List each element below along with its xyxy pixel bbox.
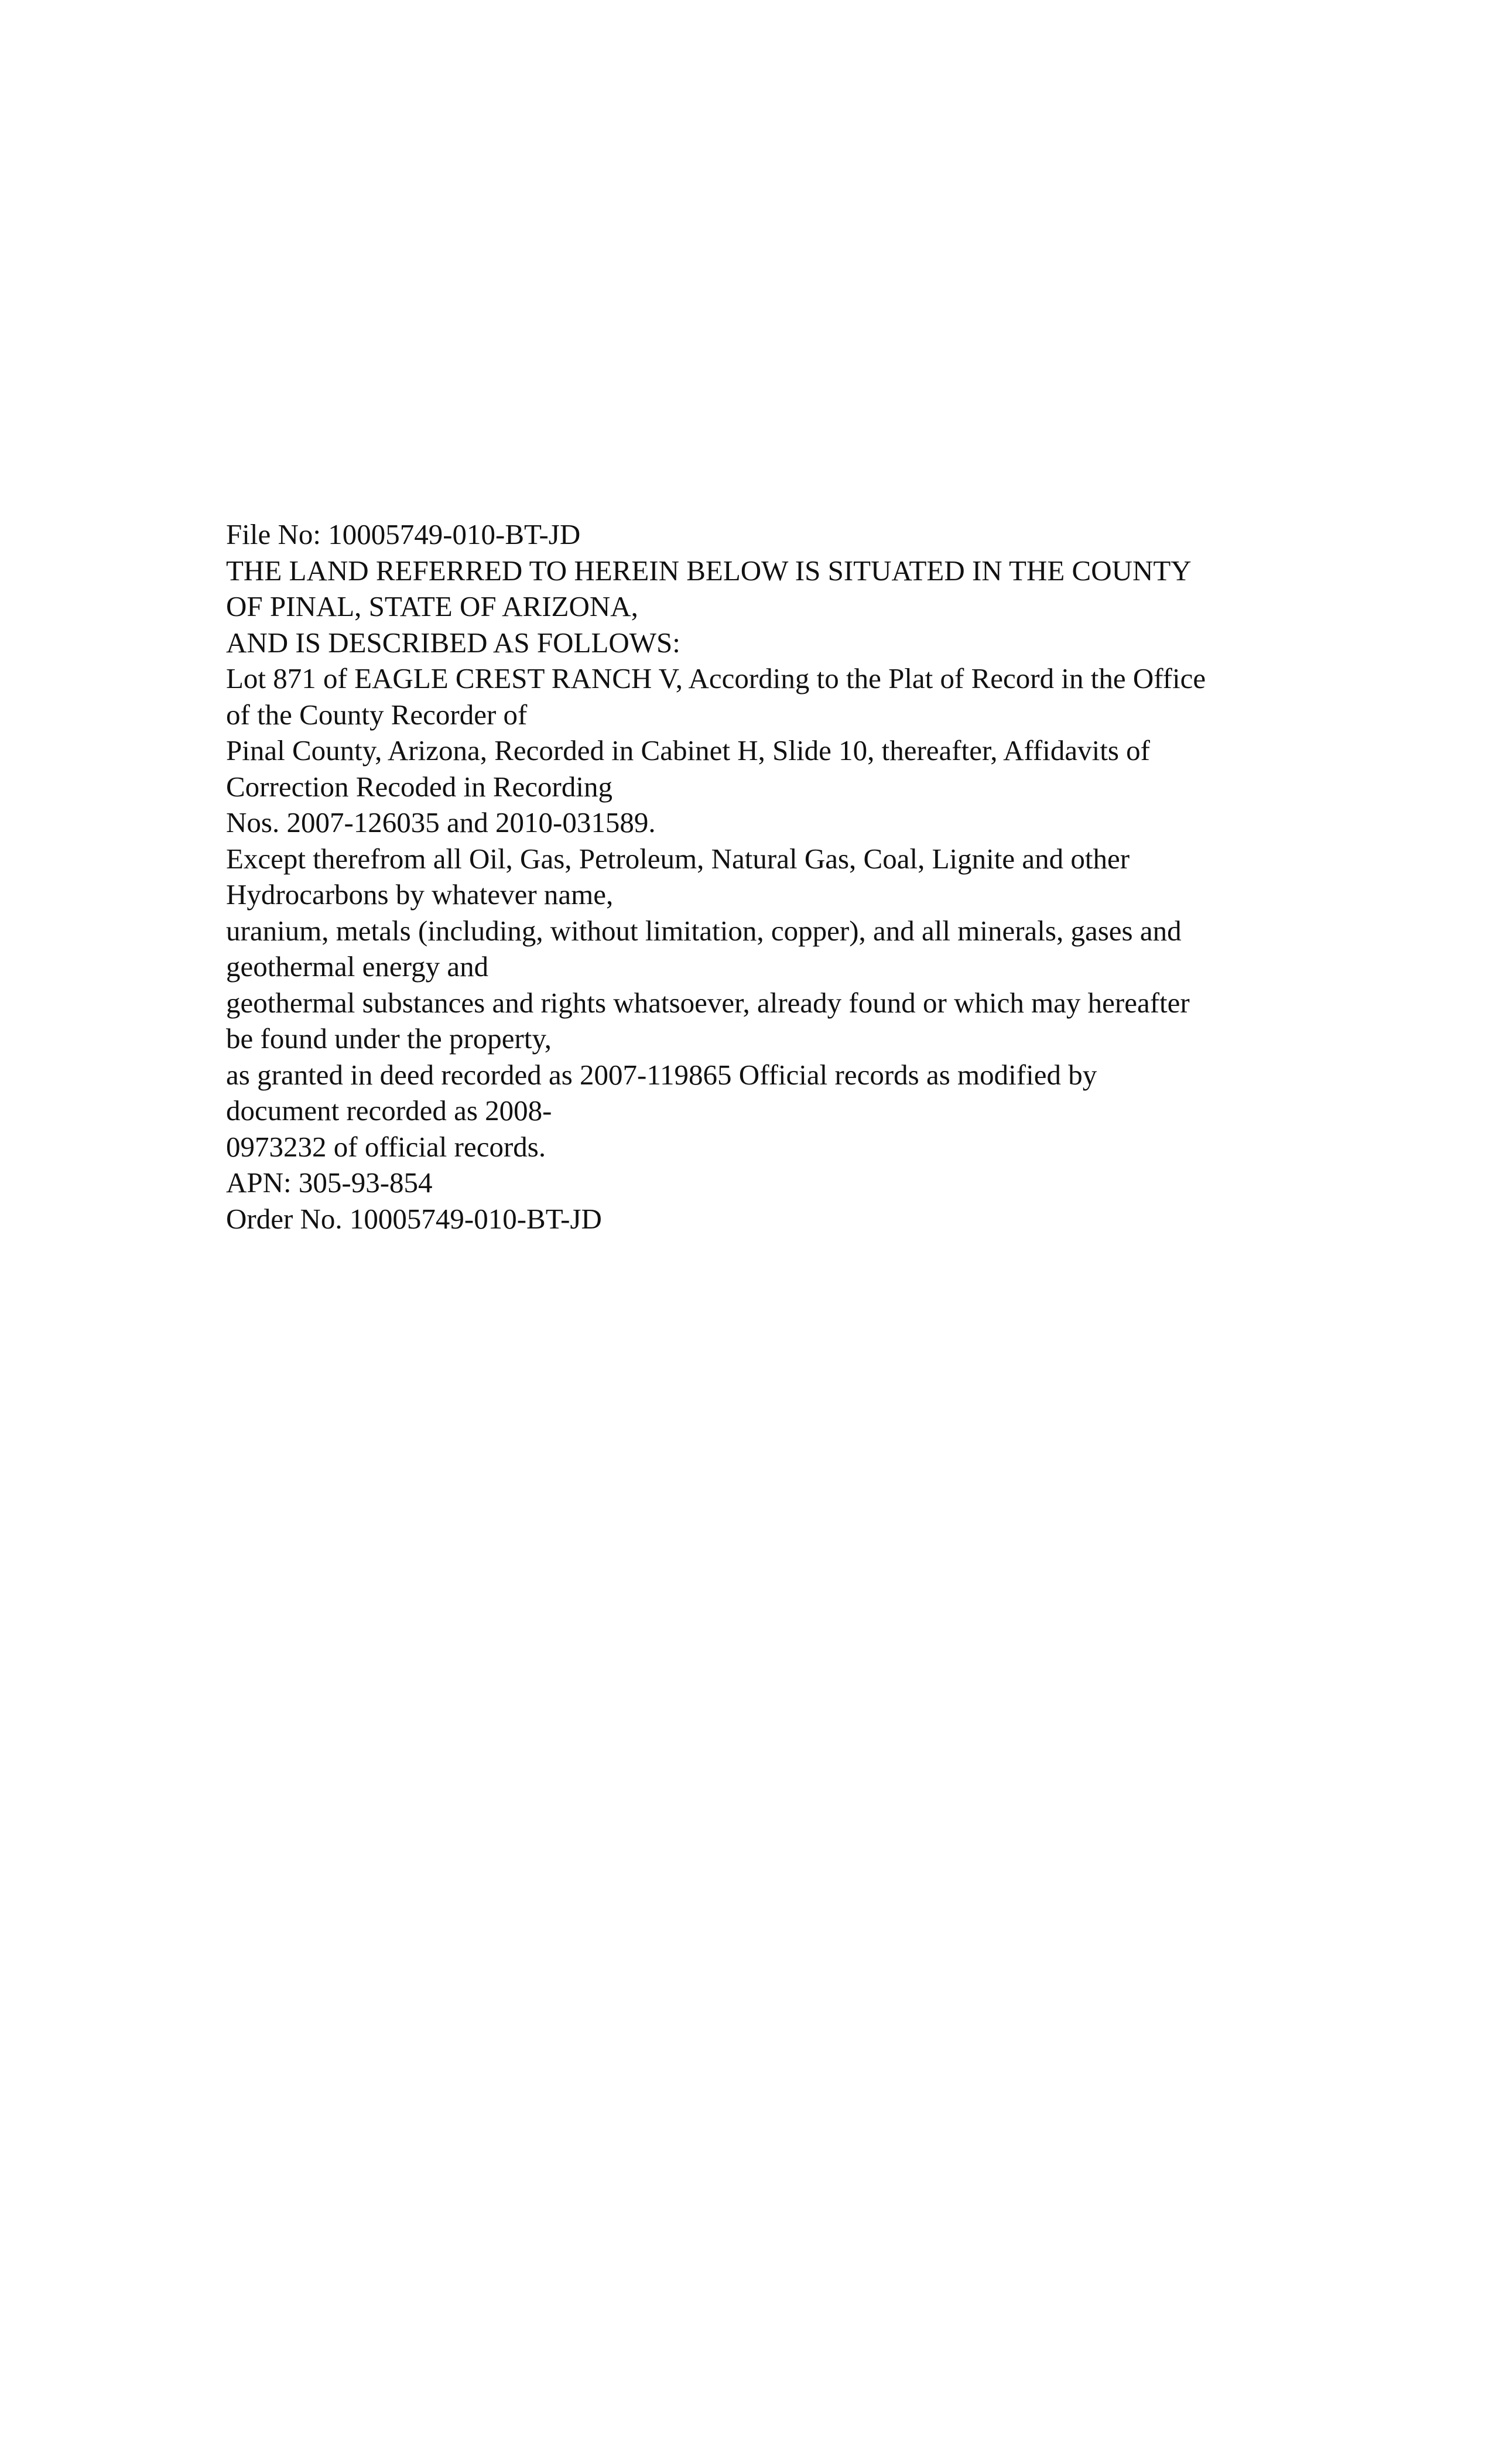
text-line: geothermal substances and rights whatsoever, already found or which may hereafter: [226, 986, 1190, 1019]
legal-description-paragraph: [226, 661, 1339, 841]
document-body: [226, 516, 1339, 1237]
text-line: AND IS DESCRIBED AS FOLLOWS:: [226, 626, 680, 659]
text-line: Nos. 2007-126035 and 2010-031589.: [226, 806, 656, 839]
file-number: File No: 10005749-010-BT-JD: [226, 518, 581, 550]
text-line: OF PINAL, STATE OF ARIZONA,: [226, 590, 638, 622]
text-line: Lot 871 of EAGLE CREST RANCH V, According to the Plat of Record in the Office: [226, 662, 1206, 694]
text-line: Pinal County, Arizona, Recorded in Cabinet H, Slide 10, thereafter, Affidavits of: [226, 734, 1150, 766]
text-line: geothermal energy and: [226, 950, 489, 983]
text-line: be found under the property,: [226, 1022, 552, 1055]
text-line: as granted in deed recorded as 2007-119865 Official records as modified by: [226, 1058, 1097, 1091]
text-line: 0973232 of official records.: [226, 1130, 546, 1163]
text-line: of the County Recorder of: [226, 698, 528, 731]
situated-paragraph: [226, 553, 1339, 661]
order-number: Order No. 10005749-010-BT-JD: [226, 1202, 602, 1235]
apn-number: APN: 305-93-854: [226, 1166, 433, 1199]
exception-paragraph: [226, 841, 1339, 1165]
text-line: Except therefrom all Oil, Gas, Petroleum, Natural Gas, Coal, Lignite and other: [226, 842, 1130, 875]
text-line: THE LAND REFERRED TO HEREIN BELOW IS SITUATED IN THE COUNTY: [226, 554, 1192, 587]
text-line: uranium, metals (including, without limitation, copper), and all minerals, gases and: [226, 914, 1182, 947]
text-line: Correction Recoded in Recording: [226, 770, 612, 803]
text-line: Hydrocarbons by whatever name,: [226, 878, 614, 911]
text-line: document recorded as 2008-: [226, 1094, 552, 1127]
